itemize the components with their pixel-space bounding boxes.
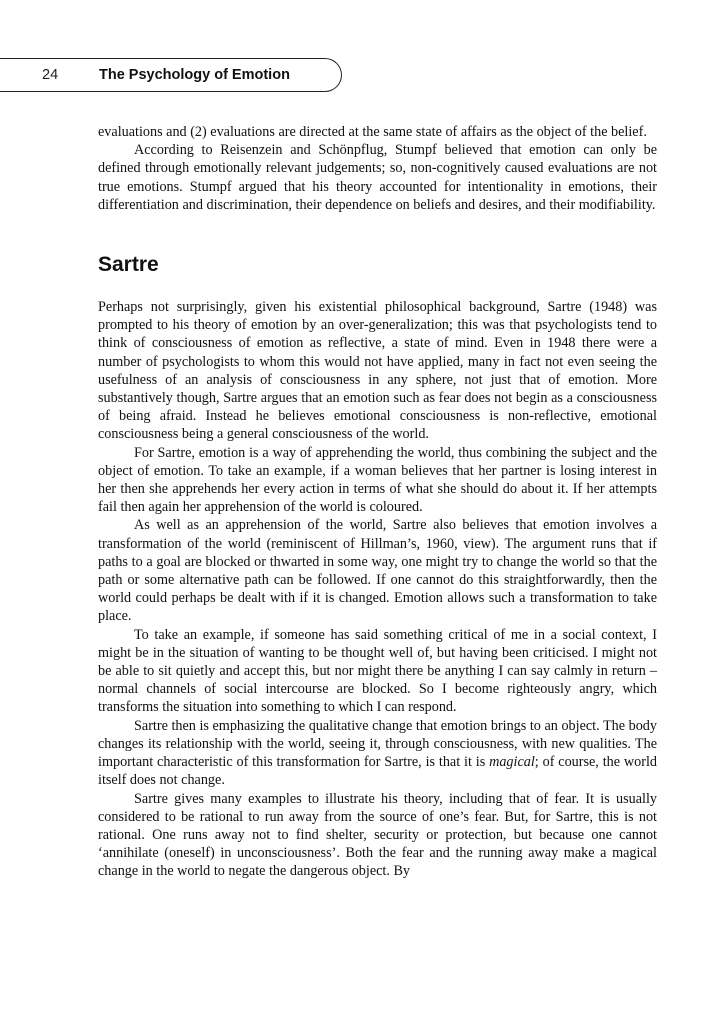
paragraph-continuation: evaluations and (2) evaluations are directed at the same state of affairs as the object of the belief. [98,124,647,140]
magical-emphasis: magical [489,754,535,771]
paragraph-apprehending: For Sartre, emotion is a way of apprehending the world, thus combining the subject and the object of emotion. To take an example, if a woman believes that her partner is losing interest in her then she apprehends her every action in terms of what she should do about it. If her attempts fail then again her apprehension of the world is coloured. [98,444,657,516]
paragraph-magical [98,717,657,790]
paragraph-transformation: As well as an apprehension of the world, Sartre also believes that emotion involves a transformation of the world (reminiscent of Hillman’s, 1960, view). The argument runs that if paths to a goal are blocked or thwarted in some way, one might try to change the world so that the path or some alternative path can be followed. If one cannot do this straightforwardly, then the world could perhaps be dealt with if it is changed. Emotion allows such a transformation to take place. [98,517,657,625]
paragraph-example-criticism: To take an example, if someone has said something critical of me in a social context, I might be in the situation of wanting to be thought well of, but having been criticised. I might not be able to sit quietly and accept this, but nor might there be anything I can say calmly in return – normal channels of social intercourse are blocked. So I become righteously angry, which transforms the situation into something to which I can respond. [98,626,657,716]
body-text [98,123,657,881]
running-title: The Psychology of Emotion [99,67,290,83]
paragraph-sartre-intro: Perhaps not surprisingly, given his existential philosophical background, Sartre (1948) was prompted to his theory of emotion by an over-generalization; this was that psychologists tend to think of consciousness of emotion as reflective, a state of mind. Even in 1948 there were a number of psychologists to whom this would not have applied, many in fact not even seeing the usefulness of an analysis of consciousness in any sphere, not just that of emotion. More substantively though, Sartre argues that an emotion such as fear does not begin as a consciousness of being afraid. Instead he believes emotional consciousness is non-reflective, emotional consciousness being a general consciousness of the world. [98,299,657,443]
section-heading-sartre: Sartre [98,253,159,277]
running-header [0,58,342,92]
paragraph-stumpf: According to Reisenzein and Schönpflug, Stumpf believed that emotion can only be defined through emotionally relevant judgements; so, non-cognitively caused evaluations are not true emotions. Stumpf argued that his theory accounted for intentionality in emotions, their differentiation and discrimination, their dependence on beliefs and desires, and their modifiability. [98,142,657,213]
paragraph-fear: Sartre gives many examples to illustrate his theory, including that of fear. It is usually considered to be rational to run away from the source of one’s fear. But, for Sartre, this is not rational. One runs away not to find shelter, security or protection, but because one cannot ‘annihilate (oneself) in unconsciousness’. Both the fear and the running away make a magical change in the world to negate the dangerous object. By [98,790,657,880]
page-number: 24 [42,67,59,83]
magical-text-before: Sartre then is emphasizing the qualitative change that emotion brings to an object. The body changes its relationship with the world, seeing it, through consciousness, with new qualities. The important characteristic of this transformation for Sartre, is that it is [98,717,657,771]
magical-text-after: ; of course, the world itself does not change. [98,754,657,789]
